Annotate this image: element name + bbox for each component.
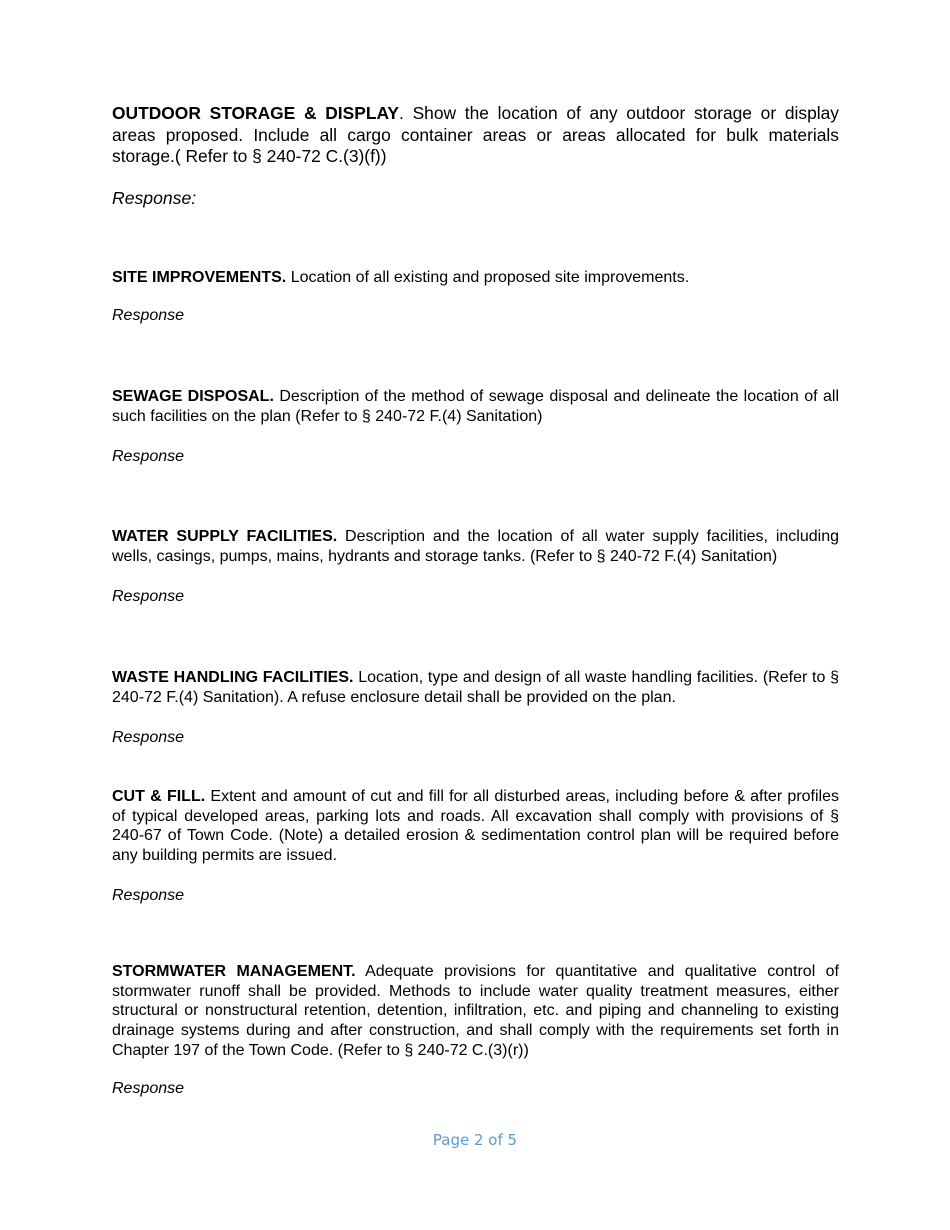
section-heading: STORMWATER MANAGEMENT.: [112, 963, 356, 980]
section-heading: WATER SUPPLY FACILITIES.: [112, 528, 338, 545]
section-body: Extent and amount of cut and fill for all disturbed areas, including before & after profiles of typical developed areas, parking lots and roads. All excavation shall comply with provisions of § 240-67 of Town Code. (Note) a detailed erosion & sedimentation control plan will be required before any building permits are issued.: [112, 788, 839, 865]
response-label: Response: [112, 729, 185, 746]
section-water-supply: [112, 527, 839, 566]
section-body: Location, type and design of all waste handling facilities. (Refer to § 240-72 F.(4) Sanitation). A refuse enclosure detail shall be provided on the plan.: [112, 669, 839, 706]
section-body: Description and the location of all water supply facilities, including wells, casings, pumps, mains, hydrants and storage tanks. (Refer to § 240-72 F.(4) Sanitation): [112, 528, 839, 565]
section-paragraph: [112, 962, 839, 1061]
section-heading: WASTE HANDLING FACILITIES.: [112, 669, 354, 686]
section-heading: SITE IMPROVEMENTS.: [112, 269, 287, 286]
section-body: . Show the location of any outdoor storage or display areas proposed. Include all cargo container areas or areas allocated for bulk materials storage.( Refer to § 240-72 C.(3)(f)): [112, 103, 839, 166]
page-number-footer: Page 2 of 5: [432, 1131, 518, 1149]
section-body: Location of all existing and proposed site improvements.: [286, 269, 690, 286]
section-paragraph: [112, 787, 839, 866]
response-label: Response: [112, 588, 185, 605]
section-paragraph: [112, 668, 839, 707]
response-label: Response: [112, 887, 185, 904]
section-paragraph: [112, 268, 839, 288]
section-heading: SEWAGE DISPOSAL.: [112, 388, 274, 405]
section-heading: OUTDOOR STORAGE & DISPLAY: [112, 103, 400, 123]
section-paragraph: [112, 527, 839, 566]
section-body: Description of the method of sewage disposal and delineate the location of all such facilities on the plan (Refer to § 240-72 F.(4) Sanitation): [112, 388, 839, 425]
response-label: Response:: [112, 188, 197, 208]
response-label: Response: [112, 1080, 185, 1097]
section-waste-handling: [112, 668, 839, 707]
section-sewage-disposal: [112, 387, 839, 426]
section-cut-fill: [112, 787, 839, 866]
section-outdoor-storage: [112, 103, 839, 168]
section-stormwater: [112, 962, 839, 1061]
response-label: Response: [112, 448, 185, 465]
section-heading: CUT & FILL.: [112, 788, 206, 805]
section-site-improvements: [112, 268, 839, 288]
section-paragraph: [112, 103, 839, 168]
section-body: Adequate provisions for quantitative and qualitative control of stormwater runoff shall be provided. Methods to include water quality treatment measures, either structural or nonstructural retention, detention, infiltration, etc. and piping and channeling to existing drainage systems during and after construction, and shall comply with the requirements set forth in Chapter 197 of the Town Code. (Refer to § 240-72 C.(3)(r)): [112, 963, 839, 1059]
response-label: Response: [112, 307, 185, 324]
section-paragraph: [112, 387, 839, 426]
